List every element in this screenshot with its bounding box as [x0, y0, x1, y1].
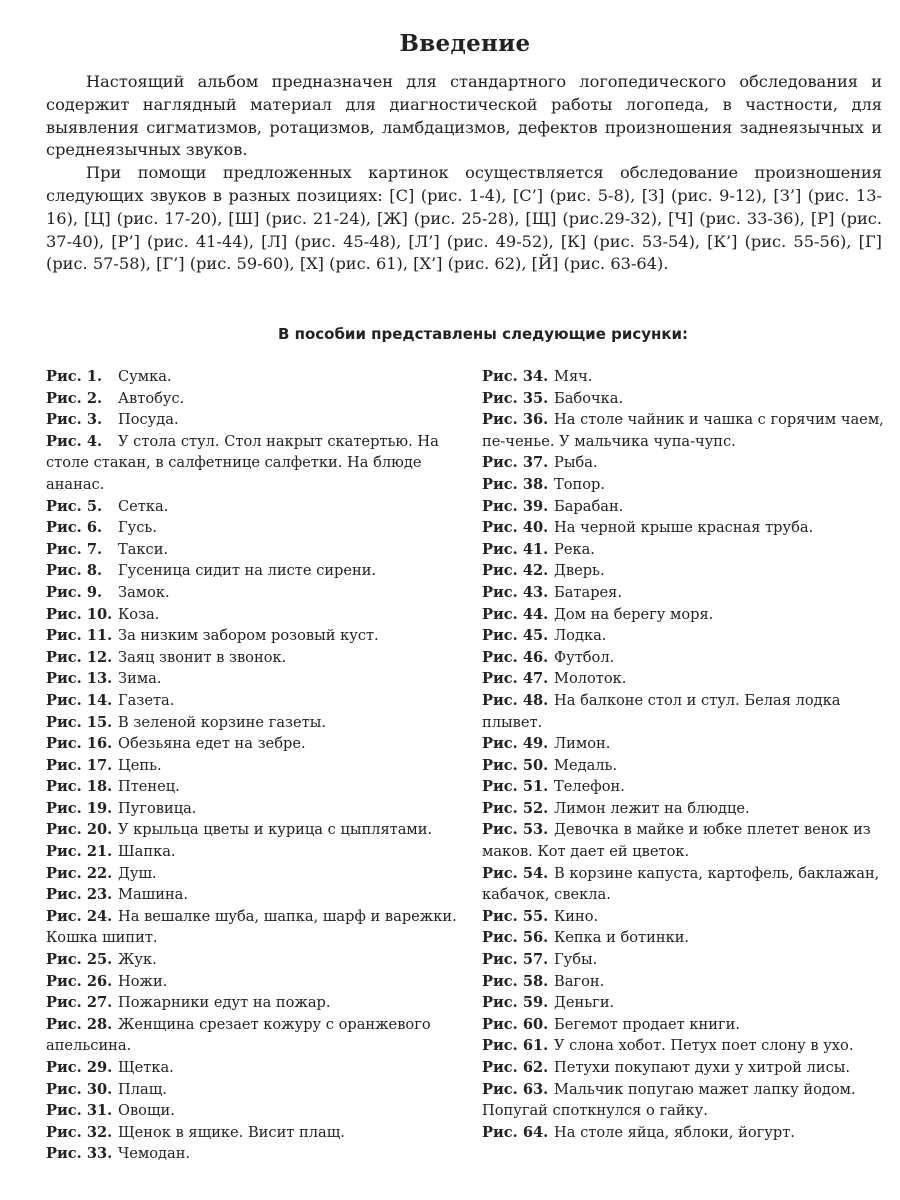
figure-description: Душ. [118, 864, 157, 882]
figure-number: Рис. 21. [46, 843, 113, 861]
figure-number: Рис. 31. [46, 1102, 113, 1120]
figure-number: Рис. 24. [46, 907, 113, 925]
figure-list-item [46, 690, 466, 712]
figure-description: Сетка. [118, 497, 169, 515]
figure-description: Пожарники едут на пожар. [118, 994, 331, 1012]
figure-number: Рис. 33. [46, 1145, 113, 1163]
figure-description: Плащ. [118, 1080, 167, 1098]
figure-description: Обезьяна едет на зебре. [118, 735, 306, 753]
figure-number: Рис. 23. [46, 886, 113, 904]
figure-description: Молоток. [554, 670, 627, 688]
figure-list-item [46, 819, 466, 841]
figure-number: Рис. 7. [46, 540, 103, 558]
figure-list-item [46, 798, 466, 820]
figure-description: Девочка в майке и юбке плетет венок из маков. Кот дает ей цветок. [482, 821, 871, 861]
figure-list-item [46, 388, 466, 410]
figure-number: Рис. 18. [46, 778, 113, 796]
figure-description: Заяц звонит в звонок. [118, 648, 287, 666]
figure-description: Мальчик попугаю мажет лапку йодом. Попугай споткнулся о гайку. [482, 1080, 856, 1120]
figure-list-item [482, 517, 892, 539]
figure-description: Птенец. [118, 778, 180, 796]
figure-list-item [482, 776, 892, 798]
figure-description: Бегемот продает книги. [554, 1015, 740, 1033]
figure-description: За низким забором розовый куст. [118, 627, 379, 645]
figure-number: Рис. 12. [46, 648, 113, 666]
figure-list-item [46, 992, 466, 1014]
figure-list-item [46, 733, 466, 755]
figure-list-item [46, 539, 466, 561]
figure-description: Дверь. [554, 562, 605, 580]
figure-description: Зима. [118, 670, 162, 688]
figure-number: Рис. 30. [46, 1080, 113, 1098]
figure-number: Рис. 54. [482, 864, 549, 882]
figure-list-item [46, 668, 466, 690]
figure-number: Рис. 58. [482, 972, 549, 990]
figure-number: Рис. 63. [482, 1080, 549, 1098]
figure-number: Рис. 20. [46, 821, 113, 839]
figure-list-item [482, 971, 892, 993]
figure-number: Рис. 28. [46, 1015, 113, 1033]
figure-number: Рис. 19. [46, 799, 113, 817]
figure-list-item [482, 366, 892, 388]
figure-description: Мяч. [554, 368, 593, 385]
figure-number: Рис. 45. [482, 627, 549, 645]
figure-description: Дом на берегу моря. [554, 605, 714, 623]
figure-description: Женщина срезает кожуру с оранжевого апельсина. [46, 1015, 431, 1055]
figure-number: Рис. 14. [46, 691, 113, 709]
figure-list-item [482, 604, 892, 626]
figure-number: Рис. 8. [46, 562, 103, 580]
figure-list-item [482, 668, 892, 690]
figure-description: Вагон. [554, 972, 605, 990]
figure-number: Рис. 25. [46, 951, 113, 969]
figure-number: Рис. 59. [482, 994, 549, 1012]
figure-description: Жук. [118, 951, 157, 969]
figure-number: Рис. 4. [46, 432, 103, 450]
figure-number: Рис. 34. [482, 368, 549, 385]
figure-list-item [482, 647, 892, 669]
figure-list-item [482, 409, 892, 452]
figure-list-item [482, 755, 892, 777]
figure-number: Рис. 13. [46, 670, 113, 688]
figure-number: Рис. 41. [482, 540, 549, 558]
figure-list-item [46, 971, 466, 993]
figure-description: Петухи покупают духи у хитрой лисы. [554, 1059, 851, 1076]
figure-list-item [46, 1057, 466, 1079]
figure-number: Рис. 49. [482, 735, 549, 753]
figure-list-item [482, 582, 892, 604]
figure-number: Рис. 5. [46, 497, 103, 515]
figure-list-item [482, 863, 892, 906]
figure-description: У крыльца цветы и курица с цыплятами. [118, 821, 433, 839]
figure-number: Рис. 16. [46, 735, 113, 753]
figure-description: В зеленой корзине газеты. [118, 713, 326, 731]
figure-description: Медаль. [554, 756, 618, 774]
figure-description: Лодка. [554, 627, 607, 645]
figure-list-item [46, 906, 466, 949]
figure-description: У слона хобот. Петух поет слону в ухо. [554, 1037, 854, 1055]
figure-description: Автобус. [118, 389, 185, 407]
figure-number: Рис. 27. [46, 994, 113, 1012]
figure-number: Рис. 36. [482, 411, 549, 429]
figure-description: Губы. [554, 951, 598, 969]
figure-number: Рис. 22. [46, 864, 113, 882]
figure-list-item [46, 949, 466, 971]
figure-list-item [46, 776, 466, 798]
figure-list-item [46, 1100, 466, 1122]
figure-list-item [482, 1014, 892, 1036]
figure-number: Рис. 39. [482, 497, 549, 515]
figure-number: Рис. 60. [482, 1015, 549, 1033]
figure-number: Рис. 37. [482, 454, 549, 472]
figure-description: Щенок в ящике. Висит плащ. [118, 1123, 345, 1141]
figure-description: На вешалке шуба, шапка, шарф и варежки. Кошка шипит. [46, 907, 457, 947]
figure-description: Замок. [118, 583, 170, 601]
intro-paragraph-2: При помощи предложенных картинок осуществляется обследование произношения следующих звуков в разных позициях: [С] (рис. 1-4), [С’] (рис. 5-8), [З] (рис. 9-12), [З’] (рис. 13-16), [Ц] (рис. 17-20), [Ш] (рис. 21-24), [Ж] (рис. 25-28), [Щ] (рис.29-32), [Ч] (рис. 33-36), [Р] (рис. 37-40), [Р’] (рис. 41-44), [Л] (рис. 45-48), [Л’] (рис. 49-52), [К] (рис. 53-54), [К’] (рис. 55-56), [Г] (рис. 57-58), [Г’] (рис. 59-60), [Х] (рис. 61), [Х’] (рис. 62), [Й] (рис. 63-64). [46, 163, 882, 274]
figure-description: Щетка. [118, 1059, 174, 1076]
figure-description: В корзине капуста, картофель, баклажан, кабачок, свекла. [482, 864, 880, 904]
figure-list-item [46, 409, 466, 431]
figure-list-item [46, 1079, 466, 1101]
figure-description: Кино. [554, 907, 599, 925]
figure-description: Футбол. [554, 648, 615, 666]
figure-description: На столе яйца, яблоки, йогурт. [554, 1123, 795, 1141]
figure-list-item [46, 712, 466, 734]
figure-description: Телефон. [554, 778, 625, 796]
figure-description: Газета. [118, 691, 175, 709]
figure-number: Рис. 61. [482, 1037, 549, 1055]
figure-description: Деньги. [554, 994, 615, 1012]
figure-list-item [482, 1057, 892, 1079]
figure-list-item [482, 798, 892, 820]
figure-list-item [482, 1035, 892, 1057]
figure-list-item [482, 625, 892, 647]
figure-description: Цепь. [118, 756, 162, 774]
figure-list-item [482, 690, 892, 733]
figure-description: Бабочка. [554, 389, 624, 407]
figure-list-item [482, 819, 892, 862]
figure-number: Рис. 44. [482, 605, 549, 623]
figure-number: Рис. 6. [46, 519, 103, 537]
figure-list-item [46, 863, 466, 885]
figure-list-item [482, 1079, 892, 1122]
figure-number: Рис. 51. [482, 778, 549, 796]
figure-description: Лимон. [554, 735, 611, 753]
figure-number: Рис. 53. [482, 821, 549, 839]
figure-number: Рис. 29. [46, 1059, 113, 1076]
figures-list-left-column [46, 366, 466, 1165]
figure-list-item [46, 1143, 466, 1165]
figure-description: Батарея. [554, 583, 623, 601]
figures-list-title: В пособии представлены следующие рисунки: [277, 325, 689, 343]
figure-description: Такси. [118, 540, 169, 558]
figure-list-item [46, 604, 466, 626]
figure-list-item [482, 539, 892, 561]
figure-description: Лимон лежит на блюдце. [554, 799, 750, 817]
figure-description: Шапка. [118, 843, 176, 861]
figure-number: Рис. 35. [482, 389, 549, 407]
intro-paragraph-1: Настоящий альбом предназначен для стандартного логопедического обследования и содержит наглядный материал для диагностической работы логопеда, в частности, для выявления сигматизмов, ротацизмов, ламбдацизмов, дефектов произношения заднеязычных и среднеязычных звуков. [46, 72, 882, 160]
figure-number: Рис. 62. [482, 1059, 549, 1076]
intro-text [46, 71, 882, 276]
figures-list-right-column [482, 366, 892, 1143]
figure-number: Рис. 15. [46, 713, 113, 731]
figure-description: Машина. [118, 886, 189, 904]
figure-list-item [46, 1014, 466, 1057]
figure-list-item [46, 560, 466, 582]
figure-description: У стола стул. Стол накрыт скатертью. На столе стакан, в салфетнице салфетки. На блюде ананас. [46, 432, 439, 493]
figure-description: Рыба. [554, 454, 598, 472]
figure-number: Рис. 26. [46, 972, 113, 990]
figure-list-item [46, 496, 466, 518]
figure-number: Рис. 47. [482, 670, 549, 688]
figure-description: Гусь. [118, 519, 158, 537]
figure-list-item [46, 884, 466, 906]
figure-list-item [482, 560, 892, 582]
figure-number: Рис. 32. [46, 1123, 113, 1141]
figure-number: Рис. 9. [46, 583, 103, 601]
figure-description: Барабан. [554, 497, 624, 515]
figure-list-item [482, 388, 892, 410]
figure-list-item [46, 366, 466, 388]
figure-description: Топор. [554, 475, 606, 493]
figure-description: Коза. [118, 605, 160, 623]
figure-description: Овощи. [118, 1102, 175, 1120]
figure-list-item [46, 1122, 466, 1144]
figure-description: Ножи. [118, 972, 168, 990]
figure-number: Рис. 56. [482, 929, 549, 947]
figure-list-item [482, 474, 892, 496]
figure-number: Рис. 52. [482, 799, 549, 817]
figure-number: Рис. 38. [482, 475, 549, 493]
figure-list-item [46, 755, 466, 777]
figure-list-item [482, 949, 892, 971]
figure-number: Рис. 11. [46, 627, 113, 645]
figure-list-item [46, 517, 466, 539]
figure-description: Пуговица. [118, 799, 197, 817]
figure-number: Рис. 43. [482, 583, 549, 601]
figure-list-item [46, 647, 466, 669]
figure-list-item [46, 431, 466, 496]
figure-description: Чемодан. [118, 1145, 191, 1163]
figure-number: Рис. 64. [482, 1123, 549, 1141]
figure-number: Рис. 1. [46, 368, 103, 385]
figure-number: Рис. 40. [482, 519, 549, 537]
figure-list-item [482, 496, 892, 518]
figure-number: Рис. 46. [482, 648, 549, 666]
figure-list-item [482, 906, 892, 928]
figure-list-item [46, 582, 466, 604]
figure-list-item [46, 625, 466, 647]
figure-number: Рис. 2. [46, 389, 103, 407]
figure-description: На столе чайник и чашка с горячим чаем, пе-ченье. У мальчика чупа-чупс. [482, 411, 884, 450]
figure-list-item [46, 841, 466, 863]
figure-list-item [482, 992, 892, 1014]
page-title: Введение [399, 30, 531, 57]
figure-list-item [482, 927, 892, 949]
figure-number: Рис. 48. [482, 691, 549, 709]
figure-list-item [482, 452, 892, 474]
figure-list-item [482, 1122, 892, 1144]
figure-number: Рис. 3. [46, 411, 103, 429]
figure-description: Гусеница сидит на листе сирени. [118, 562, 377, 580]
figure-description: На черной крыше красная труба. [554, 519, 814, 537]
figure-number: Рис. 55. [482, 907, 549, 925]
figure-description: Река. [554, 540, 595, 558]
figure-number: Рис. 17. [46, 756, 113, 774]
figure-number: Рис. 57. [482, 951, 549, 969]
figure-description: Сумка. [118, 368, 172, 385]
figure-description: Кепка и ботинки. [554, 929, 690, 947]
figure-number: Рис. 50. [482, 756, 549, 774]
figure-list-item [482, 733, 892, 755]
figure-description: Посуда. [118, 411, 179, 429]
figure-description: На балконе стол и стул. Белая лодка плывет. [482, 691, 841, 731]
figure-number: Рис. 10. [46, 605, 113, 623]
figure-number: Рис. 42. [482, 562, 549, 580]
